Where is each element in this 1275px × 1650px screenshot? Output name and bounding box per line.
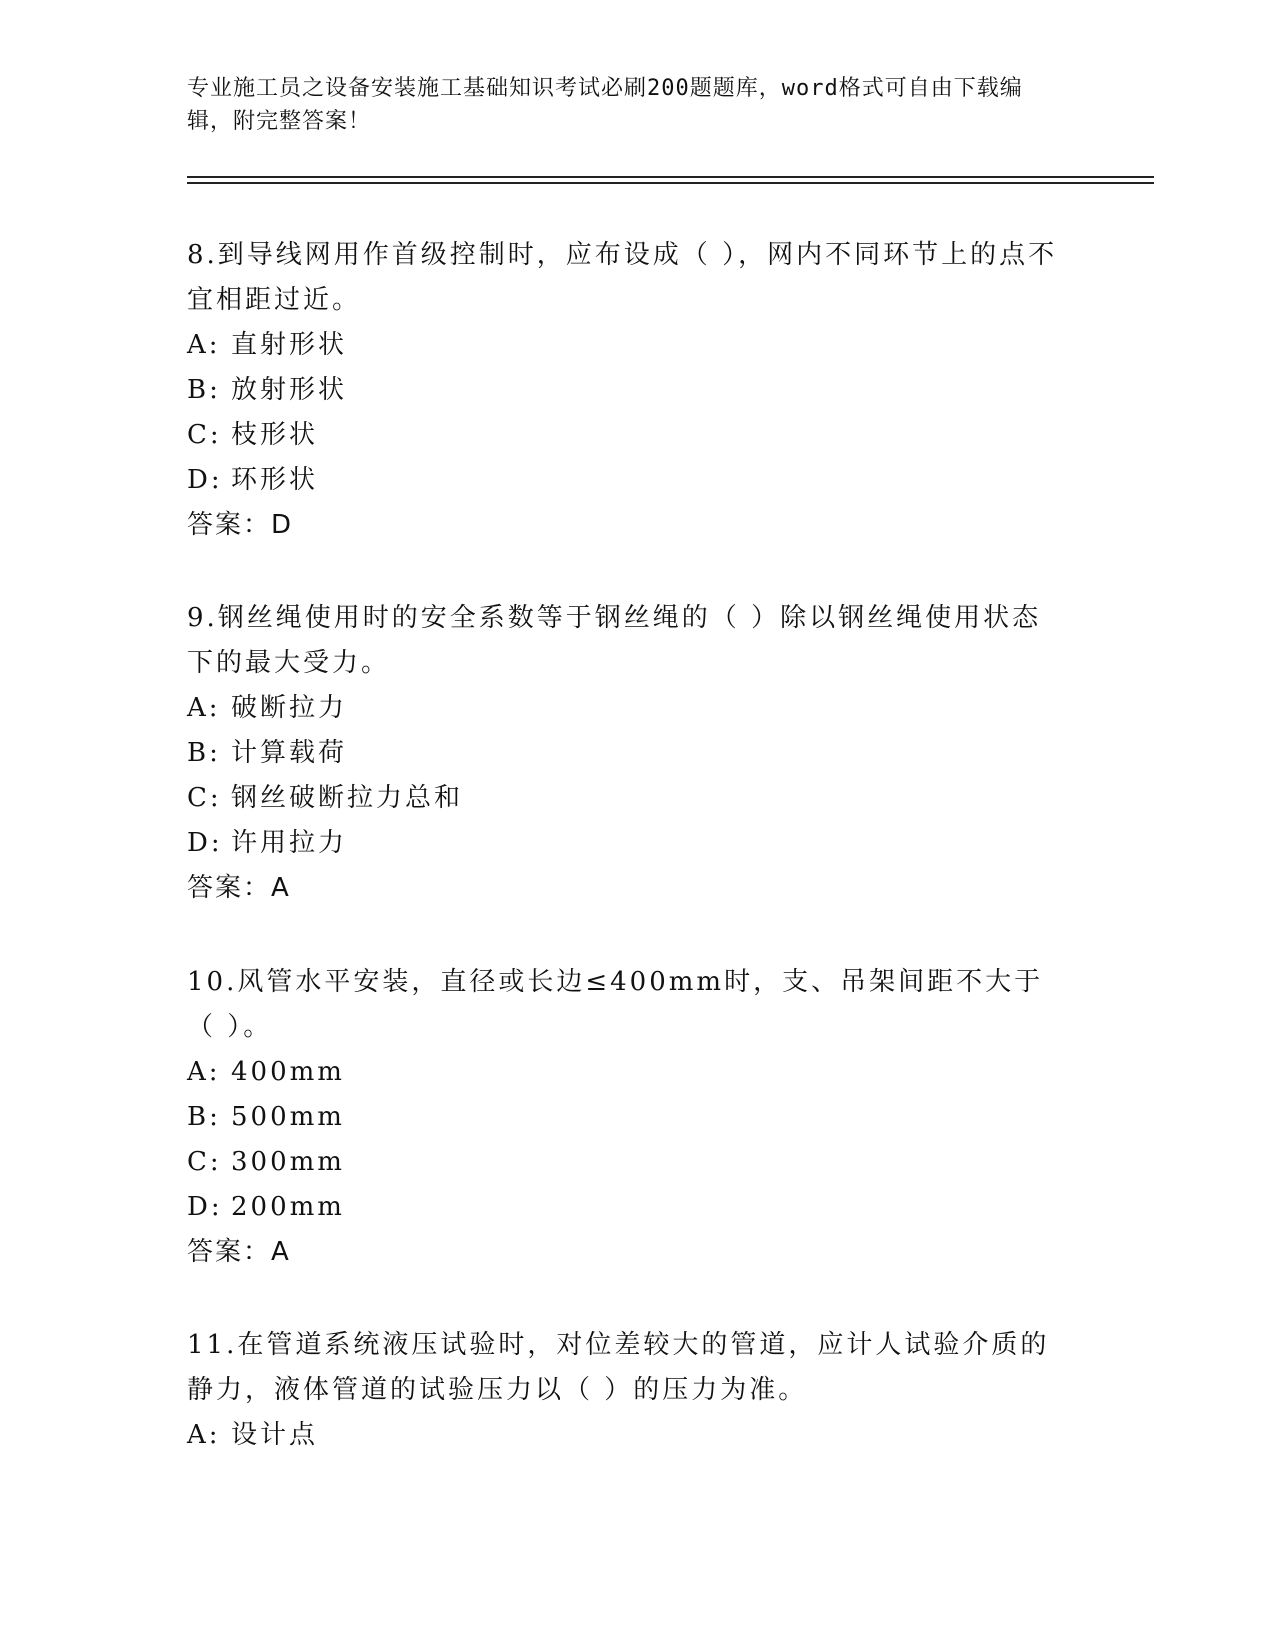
option-key: D:: [187, 828, 223, 858]
option-d: [187, 821, 1067, 866]
question-stem: 9.钢丝绳使用时的安全系数等于钢丝绳的（ ）除以钢丝绳使用状态下的最大受力。: [187, 603, 1042, 678]
option-key: B:: [187, 375, 221, 405]
option-text: 计算载荷: [231, 738, 348, 768]
option-a: [187, 686, 1067, 731]
question-stem: 10.风管水平安装，直径或长边≤400mm时，支、吊架间距不大于（ ）。: [187, 967, 1044, 1042]
option-text: 环形状: [231, 465, 319, 495]
option-text: 直射形状: [231, 330, 348, 360]
option-b: [187, 731, 1067, 776]
option-b: [187, 1095, 1067, 1140]
option-text: 破断拉力: [231, 693, 348, 723]
answer-line: 答案：D: [187, 510, 294, 540]
option-key: C:: [187, 420, 222, 450]
option-key: A:: [187, 1420, 221, 1450]
option-a: [187, 1413, 1067, 1458]
option-c: [187, 776, 1067, 821]
question-11: [187, 1323, 1067, 1458]
option-key: B:: [187, 1102, 221, 1132]
question-9: [187, 596, 1067, 911]
option-a: [187, 1050, 1067, 1095]
option-text: 许用拉力: [231, 828, 348, 858]
option-key: A:: [187, 1057, 221, 1087]
option-d: [187, 458, 1067, 503]
option-c: [187, 413, 1067, 458]
option-key: C:: [187, 1147, 222, 1177]
question-stem: 11.在管道系统液压试验时，对位差较大的管道，应计人试验介质的静力，液体管道的试验压力以（ ）的压力为准。: [187, 1330, 1050, 1405]
header-divider-top: [187, 176, 1154, 178]
option-text: 300mm: [231, 1147, 345, 1177]
option-text: 放射形状: [231, 375, 348, 405]
option-key: C:: [187, 783, 222, 813]
option-d: [187, 1185, 1067, 1230]
question-stem: 8.到导线网用作首级控制时，应布设成（ ），网内不同环节上的点不宜相距过近。: [187, 240, 1058, 315]
answer-line: 答案：A: [187, 1237, 291, 1267]
option-key: D:: [187, 1192, 223, 1222]
option-text: 400mm: [231, 1057, 345, 1087]
header-divider-bottom: [187, 182, 1154, 184]
option-key: A:: [187, 693, 221, 723]
option-b: [187, 368, 1067, 413]
option-key: A:: [187, 330, 221, 360]
option-text: 设计点: [231, 1420, 319, 1450]
option-text: 枝形状: [231, 420, 319, 450]
option-key: B:: [187, 738, 221, 768]
option-a: [187, 323, 1067, 368]
option-text: 500mm: [231, 1102, 345, 1132]
option-text: 200mm: [231, 1192, 345, 1222]
document-header: 专业施工员之设备安装施工基础知识考试必刷200题题库，word格式可自由下载编辑，附完整答案！: [187, 76, 1023, 134]
option-c: [187, 1140, 1067, 1185]
answer-line: 答案：A: [187, 873, 291, 903]
question-8: [187, 233, 1067, 548]
question-10: [187, 960, 1067, 1275]
option-text: 钢丝破断拉力总和: [231, 783, 464, 813]
option-key: D:: [187, 465, 223, 495]
